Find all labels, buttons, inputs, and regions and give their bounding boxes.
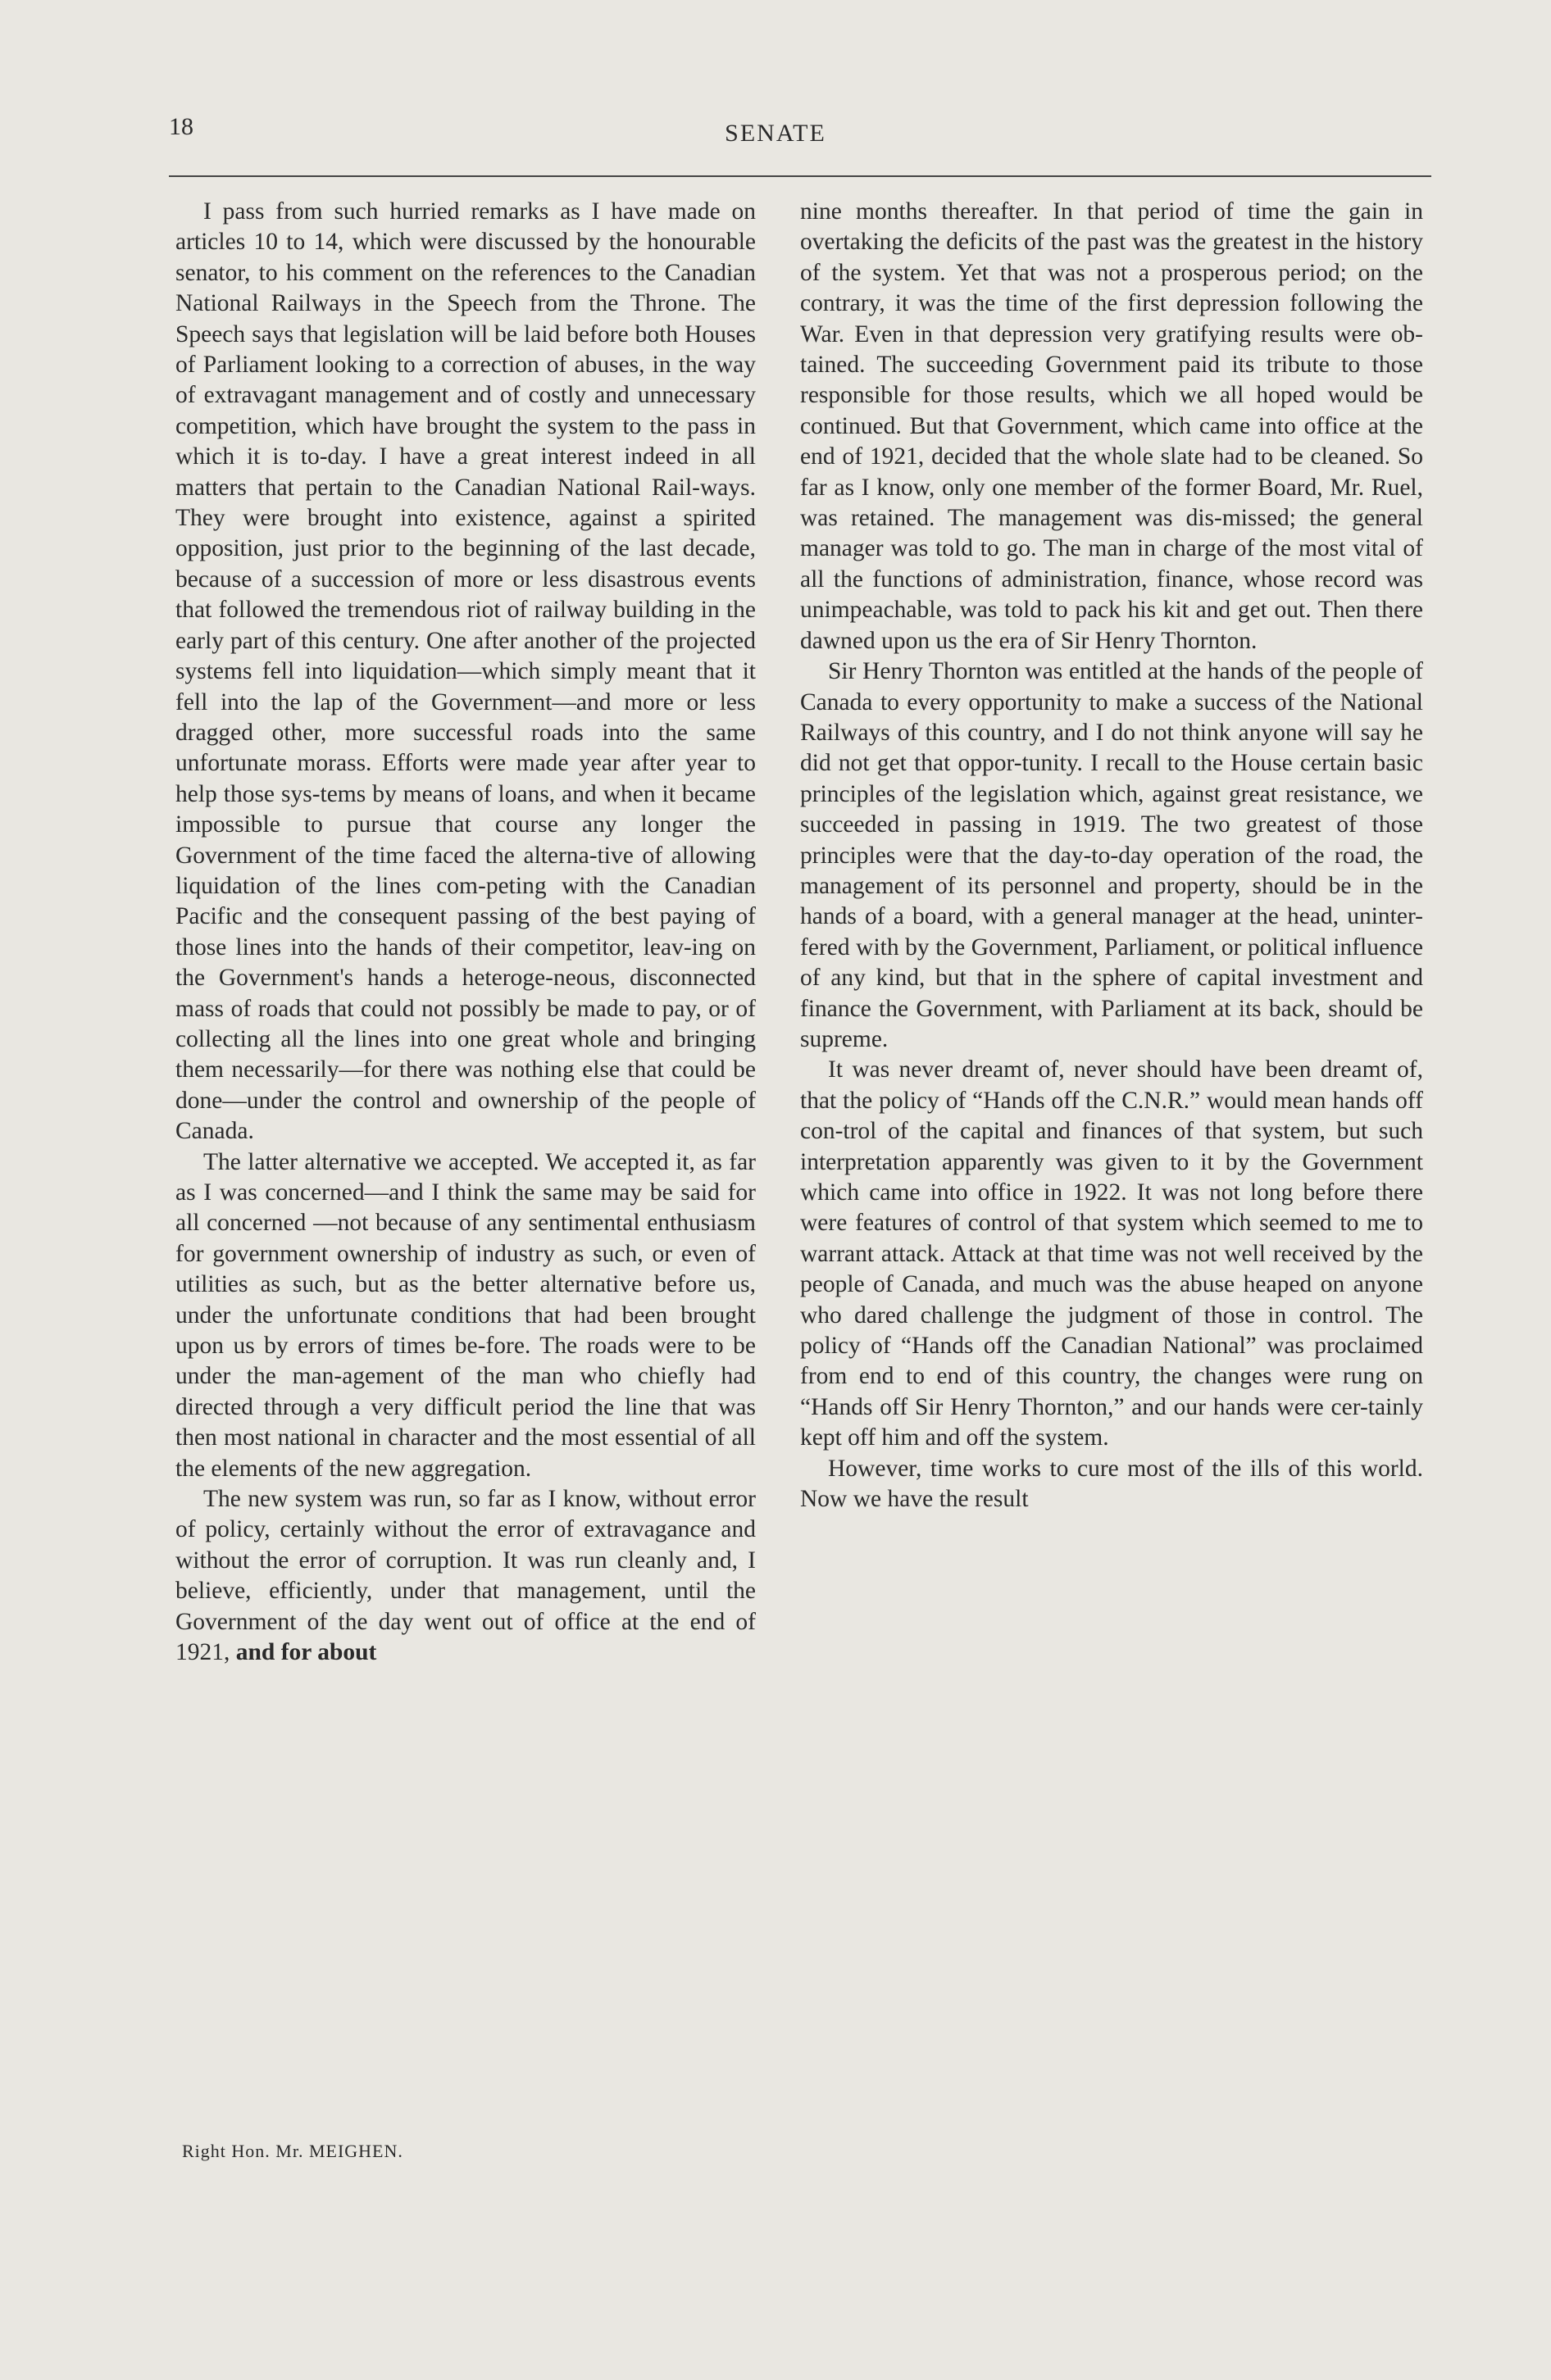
paragraph: I pass from such hurried remarks as I have made on articles 10 to 14, which were discussed by the honourable senator, to his comment on the references to the Canadian National Railways in the Speech from the Throne. The Speech says that legislation will be laid before both Houses of Parliament looking to a correction of abuses, in the way of extravagant management and of costly and unnecessary competition, which have brought the system to the pass in which it is to-day. I have a great interest indeed in all matters that pertain to the Canadian National Rail-ways. They were brought into existence, against a spirited opposition, just prior to the beginning of the last decade, because of a succession of more or less disastrous events that followed the tremendous riot of railway building in the early part of this century. One after another of the projected systems fell into liquidation—which simply meant that it fell into the lap of the Government—and more or less dragged other, more successful roads into the same unfortunate morass. Efforts were made year after year to help those sys-tems by means of loans, and when it became impossible to pursue that course any longer the Government of the time faced the alterna-tive of allowing liquidation of the lines com-peting with the Canadian Pacific and the consequent passing of the best paying of those lines into the hands of their competitor, leav-ing on the Government's hands a heteroge-neous, disconnected mass of roads that could not possibly be made to pay, or of collecting all the lines into one great whole and bringing them necessarily—for there was nothing else that could be done—under the control and ownership of the people of Canada. [175, 198, 756, 1145]
header-rule [169, 175, 1431, 177]
page-number: 18 [169, 113, 193, 140]
paragraph [175, 1484, 756, 1668]
paragraph-continuation: and for about [235, 1639, 377, 1666]
running-head: SENATE [725, 120, 826, 147]
right-column [800, 197, 1423, 1515]
paragraph: The latter alternative we accepted. We accepted it, as far as I was concerned—and I think the same may be said for all concerned —not because of any sentimental enthusiasm for government ownership of industry as such, or even of utilities as such, but as the better alternative before us, under the unfortunate conditions that had been brought upon us by errors of times be-fore. The roads were to be under the man-agement of the man who chiefly had directed through a very difficult period the line that was then most national in character and the most essential of all the elements of the new aggregation. [175, 1148, 756, 1482]
speaker-attribution: Right Hon. Mr. MEIGHEN. [182, 2141, 403, 2161]
paragraph: It was never dreamt of, never should have been dreamt of, that the policy of “Hands off the C.N.R.” would mean hands off con-trol of the capital and finances of that system, but such interpretation apparently was given to it by the Government which came into office in 1922. It was not long before there were features of control of that system which seemed to me to warrant attack. Attack at that time was not well received by the people of Canada, and much was the abuse heaped on anyone who dared challenge the judgment of those in control. The policy of “Hands off the Canadian National” was proclaimed from end to end of this country, the changes were rung on “Hands off Sir Henry Thornton,” and our hands were cer-tainly kept off him and off the system. [800, 1056, 1423, 1451]
paragraph-text: The new system was run, so far as I know, without error of policy, certainly without the error of extravagance and without the error of corruption. It was run cleanly and, I believe, efficiently, under that management, until the Government of the day went out of office at the end of 1921, [175, 1486, 756, 1666]
paragraph: nine months thereafter. In that period of time the gain in overtaking the deficits of the past was the greatest in the history of the system. Yet that was not a prosperous period; on the contrary, it was the time of the first depression following the War. Even in that depression very gratifying results were ob-tained. The succeeding Government paid its tribute to those responsible for those results, which we all hoped would be continued. But that Government, which came into office at the end of 1921, decided that the whole slate had to be cleaned. So far as I know, only one member of the former Board, Mr. Ruel, was retained. The management was dis-missed; the general manager was told to go. The man in charge of the most vital of all the functions of administration, finance, whose record was unimpeachable, was told to pack his kit and get out. Then there dawned upon us the era of Sir Henry Thornton. [800, 198, 1423, 654]
left-column [175, 197, 756, 1669]
paragraph: Sir Henry Thornton was entitled at the hands of the people of Canada to every opportunity to make a success of the National Railways of this country, and I do not think anyone will say he did not get that oppor-tunity. I recall to the House certain basic principles of the legislation which, against great resistance, we succeeded in passing in 1919. The two greatest of those principles were that the day-to-day operation of the road, the management of its personnel and property, should be in the hands of a board, with a general manager at the head, uninter-fered with by the Government, Parliament, or political influence of any kind, but that in the sphere of capital investment and finance the Government, with Parliament at its back, should be supreme. [800, 658, 1423, 1052]
paragraph: However, time works to cure most of the ills of this world. Now we have the result [800, 1455, 1423, 1513]
